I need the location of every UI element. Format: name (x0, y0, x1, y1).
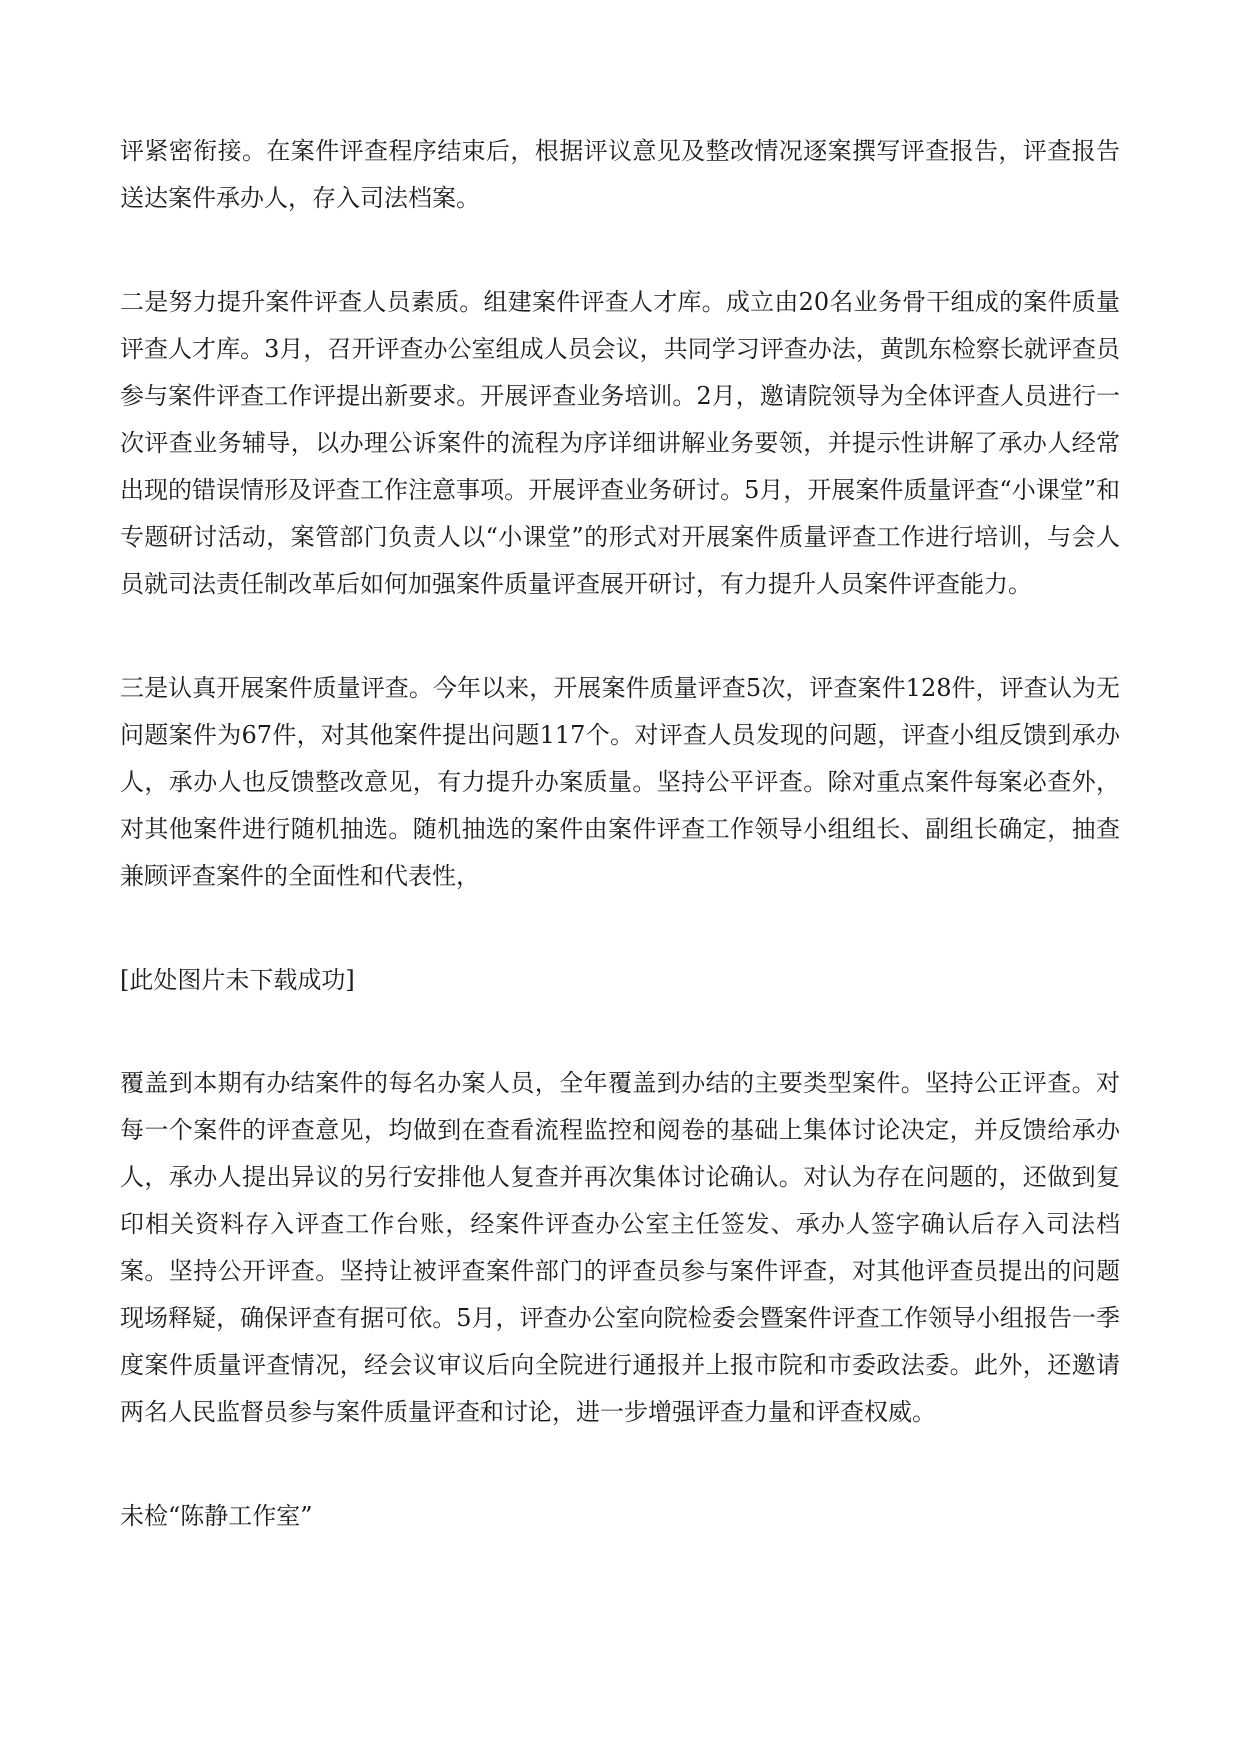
paragraph-coverage-fair-review: 覆盖到本期有办结案件的每名办案人员，全年覆盖到办结的主要类型案件。坚持公正评查。对每一个案件的评查意见，均做到在查看流程监控和阅卷的基础上集体讨论决定，并反馈给承办人，承办人提出异议的另行安排他人复查并再次集体讨论确认。对认为存在问题的，还做到复印相关资料存入评查工作台账，经案件评查办公室主任签发、承办人签字确认后存入司法档案。坚持公开评查。坚持让被评查案件部门的评查员参与案件评查，对其他评查员提出的问题现场释疑，确保评查有据可依。5月，评查办公室向院检委会暨案件评查工作领导小组报告一季度案件质量评查情况，经会议审议后向全院进行通报并上报市院和市委政法委。此外，还邀请两名人民监督员参与案件质量评查和讨论，进一步增强评查力量和评查权威。 (120, 1069, 1120, 1426)
paragraph-reviewer-quality: 二是努力提升案件评查人员素质。组建案件评查人才库。成立由20名业务骨干组成的案件质量评查人才库。3月，召开评查办公室组成人员会议，共同学习评查办法，黄凯东检察长就评查员参与案件评查工作评提出新要求。开展评查业务培训。2月，邀请院领导为全体评查人员进行一次评查业务辅导，以办理公诉案件的流程为序详细讲解业务要领，并提示性讲解了承办人经常出现的错误情形及评查工作注意事项。开展评查业务研讨。5月，开展案件质量评查“小课堂”和专题研讨活动，案管部门负责人以“小课堂”的形式对开展案件质量评查工作进行培训，与会人员就司法责任制改革后如何加强案件质量评查展开研讨，有力提升人员案件评查能力。 (120, 288, 1120, 598)
section-heading-studio: 未检“陈静工作室” (120, 1502, 313, 1530)
paragraph-case-quality-review: 三是认真开展案件质量评查。今年以来，开展案件质量评查5次，评查案件128件，评查认为无问题案件为67件，对其他案件提出问题117个。对评查人员发现的问题，评查小组反馈到承办人，承办人也反馈整改意见，有力提升办案质量。坚持公平评查。除对重点案件每案必查外，对其他案件进行随机抽选。随机抽选的案件由案件评查工作领导小组组长、副组长确定，抽查兼顾评查案件的全面性和代表性， (120, 674, 1120, 890)
paragraph-review-report: 评紧密衔接。在案件评查程序结束后，根据评议意见及整改情况逐案撰写评查报告，评查报告送达案件承办人，存入司法档案。 (120, 137, 1120, 212)
image-missing-placeholder: [此处图片未下载成功] (120, 966, 355, 994)
